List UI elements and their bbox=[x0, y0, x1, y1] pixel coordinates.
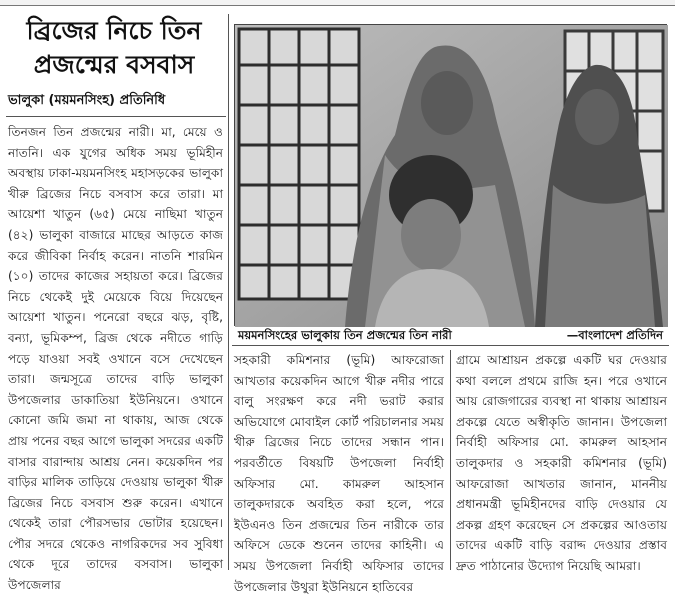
photo-caption-bar bbox=[234, 327, 667, 345]
column-divider bbox=[450, 350, 451, 570]
photo-three-women-image bbox=[235, 25, 668, 327]
page-top-strip bbox=[0, 0, 675, 6]
article-paragraph: তিনজন তিন প্রজন্মের নারী। মা, মেয়ে ও নাতনি। এক যুগের অধিক সময় ভূমিহীন অবস্থায় ঢাকা-ময়মনসিংহ মহাসড়কের ভালুকা খীরু ব্রিজের নিচে বসবাস করে তারা। মা আয়েশা খাতুন (৬৫) মেয়ে নাছিমা খাতুন (৪২) ভালুকা বাজারে মাছের আড়তে কাজ করে জীবিকা নির্বাহ করেন। নাতনি শারমিন (১০) তাদের কাজের সহায়তা করে। ব্রিজের নিচে থেকেই দুই মেয়েকে বিয়ে দিয়েছেন আয়েশা খাতুন। পনেরো বছরে ঝড়, বৃষ্টি, বন্যা, ভূমিকম্প, ব্রিজ থেকে নদীতে গাড়ি পড়ে যাওয়া সবই ওখানে বসে দেখেছেন তারা। জন্মসূত্রে তাদের বাড়ি ভালুকা উপজেলার ডাকাতিয়া ইউনিয়নে। ওখানে কোনো জমি জমা না থাকায়, আজ থেকে প্রায় পনের বছর আগে ভালুকা সদরের একটি বাসার বারান্দায় আশ্রয় নেন। কয়েকদিন পর বাড়ির মালিক তাড়িয়ে দেওয়ায় ভালুকা খীরু ব্রিজের নিচে বসবাস শুরু করেন। এখানে থেকেই তারা পৌরসভার ভোটার হয়েছেন। পৌর সদরে থেকেও নাগরিকদের সব সুবিধা থেকে দূরে তাদের বসবাস। ভালুকা উপজেলার bbox=[8, 125, 223, 593]
article-photo bbox=[234, 24, 667, 326]
article-column-3 bbox=[456, 350, 667, 574]
photo-credit: —বাংলাদেশ প্রতিদিন bbox=[566, 327, 663, 342]
article-column-2 bbox=[234, 350, 444, 594]
article-column-1 bbox=[8, 122, 223, 593]
byline-divider bbox=[6, 116, 226, 117]
column-divider bbox=[228, 14, 229, 570]
headline-line-2: প্রজন্মের বসবাস bbox=[33, 50, 195, 79]
article-headline bbox=[8, 14, 220, 82]
article-paragraph: সহকারী কমিশনার (ভূমি) আফরোজা আখতার কয়েকদিন আগে খীরু নদীর পারে বালু সংরক্ষণ করে নদী ভরাট করার অভিযোগে মোবাইল কোর্ট পরিচালনার সময় খীরু ব্রিজের নিচে তাদের সন্ধান পান। পরবর্তীতে বিষয়টি উপজেলা নির্বাহী অফিসার মো. কামরুল আহসান তালুকদারকে অবহিত করা হলে, পরে ইউএনও তিন প্রজন্মের তিন নারীকে তার অফিসে ডেকে শুনেন তাদের কাহিনী। এ সময় উপজেলা নির্বাহী অফিসার তাদের উপজেলার উথুরা ইউনিয়নে হাতিবের bbox=[234, 353, 444, 594]
headline-line-1: ব্রিজের নিচে তিন bbox=[26, 16, 202, 45]
article-paragraph: গ্রামে আশ্রায়ন প্রকল্পে একটি ঘর দেওয়ার কথা বললে প্রথমে রাজি হন। পরে ওখানে আয় রোজগারের ব্যবস্থা না থাকায় আশ্রায়ন প্রকল্পে যেতে অস্বীকৃতি জানান। উপজেলা নির্বাহী অফিসার মো. কামরুল আহসান তালুকদার ও সহকারী কমিশনার (ভূমি) আফরোজা আখতার জানান, মাননীয় প্রধানমন্ত্রী ভূমিহীনদের বাড়ি দেওয়ার যে প্রকল্প গ্রহণ করেছেন সে প্রকল্পের আওতায় তাদের একটি বাড়ি বরাদ্দ দেওয়ার প্রস্তাব দ্রুত পাঠানোর উদ্যোগ নিয়েছি আমরা। bbox=[456, 353, 667, 573]
article-byline: ভালুকা (ময়মনসিংহ) প্রতিনিধি bbox=[8, 93, 166, 108]
photo-caption: ময়মনসিংহের ভালুকায় তিন প্রজন্মের তিন নারী bbox=[238, 327, 452, 342]
